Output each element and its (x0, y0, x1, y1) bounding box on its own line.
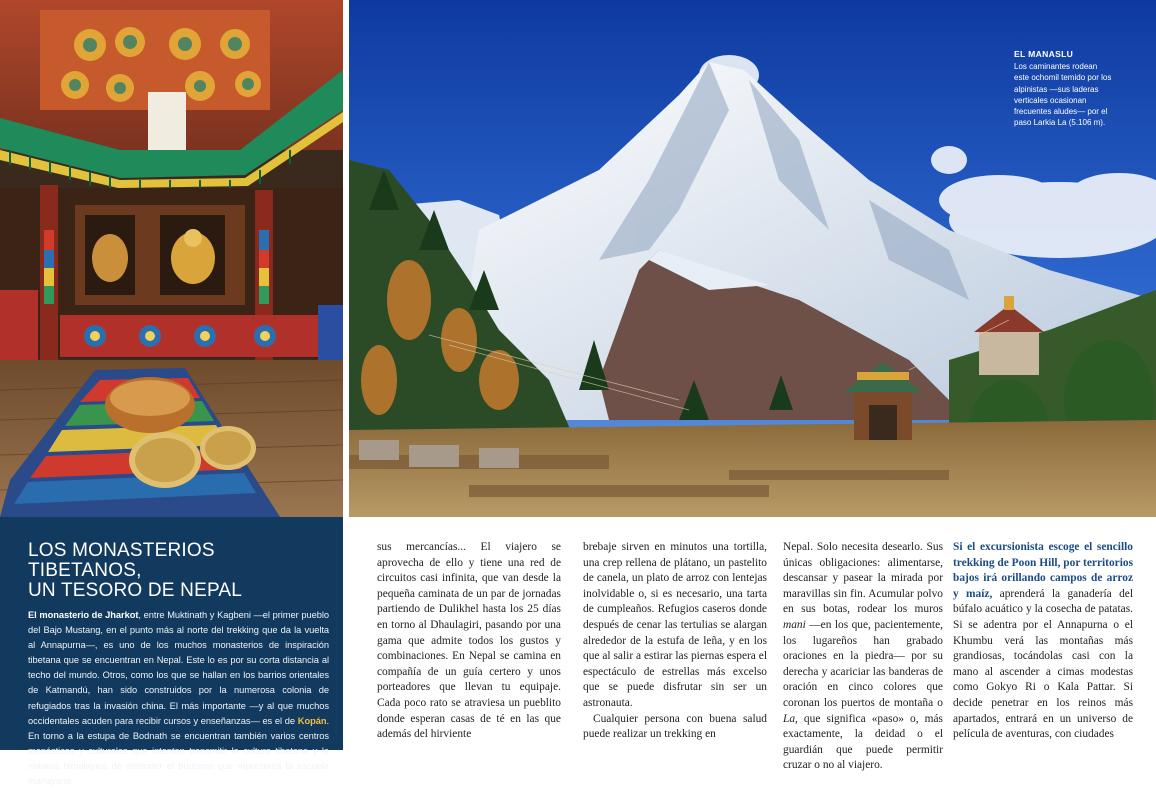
column-3-mani: mani (783, 618, 806, 631)
column-4-lead: Si el excursionista escoge el sencillo trekking de Poon Hill, por territorios bajos irá orillando campos de arroz y maíz, (953, 541, 1133, 600)
text-column-2 (583, 540, 767, 743)
photo-caption (1014, 49, 1114, 128)
caption-text: Los caminantes rodean este ochomil temido por los alpinistas —sus laderas verticales ocasionan frecuentes aludes— por el paso Larkia La (5.106 m). (1014, 62, 1112, 128)
column-2-paragraph-a: brebaje sirven en minutos una tortilla, una crep rellena de plátano, un pastelito de canela, un plato de arroz con lentejas inolvidable o, si es necesario, una tarta de cumpleaños. Refugios caseros donde después de cenar las tertulias se alargan alrededor de la estufa de leña, y en los que al salir a estirar las piernas espera el espectáculo de estrellas más excelso que se puede disfrutar sin ser un astronauta. (583, 541, 767, 709)
sidebar-body (28, 608, 329, 789)
sidebar-box (0, 517, 343, 787)
monastery-interior-photo (0, 0, 343, 517)
sidebar-title (28, 541, 329, 601)
column-3-text-b: —en los que, pacientemente, los lugareños han grabado oraciones en la piedra— por su derecha y acariciar las banderas de oración en cinco colores que coronan los puertos de montaña o (783, 618, 943, 709)
sidebar-lead: El monasterio de Jharkot (28, 610, 139, 620)
sidebar-kopan: Kopán (297, 715, 327, 726)
text-column-4 (953, 540, 1133, 743)
sidebar-text-b: . En torno a la estupa de Bodnath se encuentran también varios centros monásticos y culturales que intentan transmitir la cultura tibetana y la manera himalayica de entender el budismo que representa la escuela mahayana. (28, 715, 329, 787)
column-4-text: aprenderá la ganadería del búfalo acuático y la cosecha de patatas. Si se adentra por el Annapurna o el Khumbu verá las montañas más grandiosas, tocándolas casi con la mano al ascender a cimas modestas como Gokyo Ri o Kala Pattar. Si decide penetrar en los reinos más apartados, entrará en un universo de película de aventuras, con ciudades (953, 587, 1133, 741)
sidebar-text-a: , entre Muktinath y Kagbeni —el primer pueblo del Bajo Mustang, en el punto más al norte del trekking que da la vuelta al Annapurna—, es uno de los muchos monasterios de inspiración tibetana que se encuentran en Nepal. Este lo es por su corta distancia al techo del mundo. Otros, como los que se hallan en los barrios orientales de Katmandú, han sido construidos por la numerosa colonia de refugiados tras la invasión china. El más importante —y al que muchos occidentales acuden para recibir cursos y enseñanzas— es el de (28, 610, 329, 726)
column-3-text-c: , que significa «paso» o, más exactamente, la deidad o el guardián que puede permitir cruzar o no al viajero. (783, 712, 943, 772)
caption-title: EL MANASLU (1014, 49, 1074, 59)
sidebar-title-line1: LOS MONASTERIOS TIBETANOS, (28, 540, 215, 581)
column-2-paragraph-b: Cualquier persona con buena salud puede realizar un trekking en (583, 712, 767, 741)
column-4-paragraph (953, 540, 1133, 743)
text-column-3 (783, 540, 943, 774)
text-column-1 (377, 540, 561, 743)
sidebar-title-line2: UN TESORO DE NEPAL (28, 580, 243, 601)
column-3-paragraph (783, 540, 943, 774)
column-1-paragraph: sus mercancías... El viajero se aprovecha de ello y tiene una red de circuitos casi infinita, que van desde la pequeña caminata de un par de jornadas partiendo de Dulikhel hasta los 25 días en torno al Dhaulagiri, pasando por una gama que admite todos los gustos y combinaciones. En Nepal se camina en compañía de un guía certero y unos porteadores que llevan tu equipaje. Cada poco rato se atraviesa un pueblito donde esperan casas de té en las que además del hirviente (377, 541, 561, 741)
column-3-la: La (783, 712, 796, 725)
column-3-text-a: Nepal. Solo necesita desearlo. Sus únicas obligaciones: alimentarse, descansar y pasear la mirada por maravillas sin fin. Acumular polvo en sus botas, rodear los muros (783, 541, 943, 616)
